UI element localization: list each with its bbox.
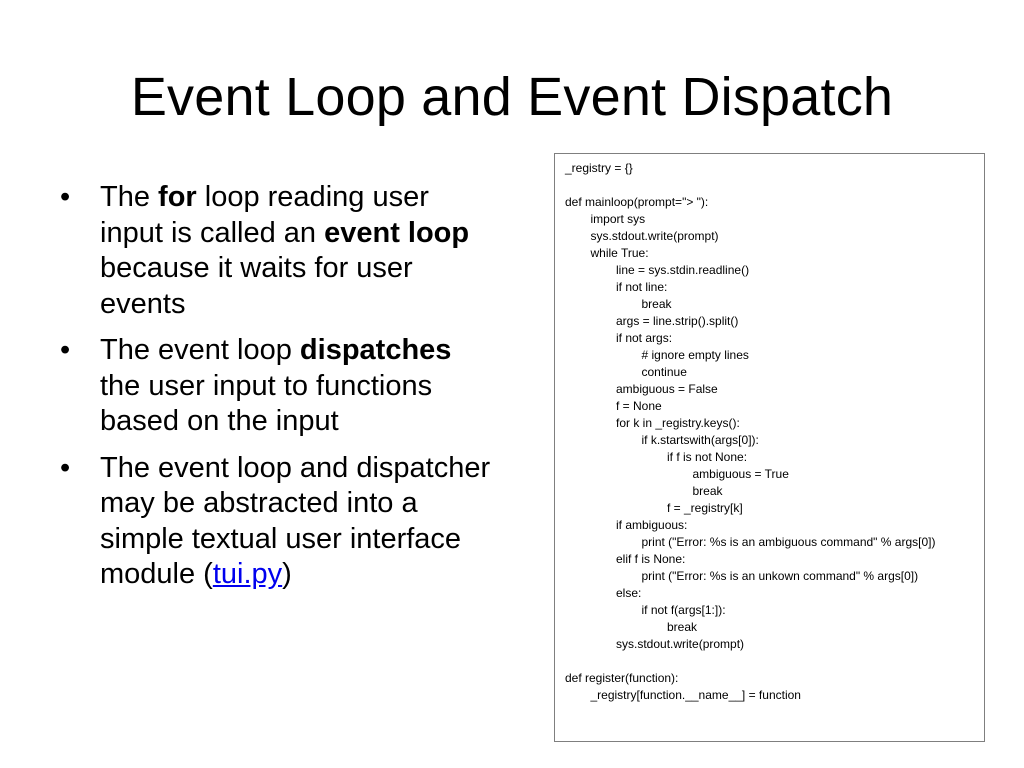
code-line: ambiguous = False bbox=[616, 382, 718, 396]
bullet-bold-text: dispatches bbox=[299, 334, 452, 366]
bullet-item bbox=[58, 451, 498, 593]
code-line: for k in _registry.keys(): bbox=[616, 416, 740, 430]
bullet-text: because it waits for user events bbox=[100, 252, 413, 320]
code-line: break bbox=[641, 297, 672, 311]
code-line: if f is not None: bbox=[667, 450, 748, 464]
bullet-dot-icon: • bbox=[60, 451, 71, 484]
tui-py-link[interactable]: tui.py bbox=[212, 558, 283, 590]
code-line: elif f is None: bbox=[616, 552, 686, 566]
code-line: _registry[function.__name__] = function bbox=[590, 688, 801, 702]
code-block bbox=[565, 160, 935, 704]
code-line: break bbox=[667, 620, 698, 634]
code-line: def mainloop(prompt="> "): bbox=[565, 195, 709, 209]
code-line: _registry = {} bbox=[565, 161, 633, 175]
code-line: print ("Error: %s is an ambiguous command" % args[0]) bbox=[641, 535, 936, 549]
code-line: f = None bbox=[616, 399, 662, 413]
bullet-dot-icon: • bbox=[60, 334, 71, 366]
code-line: if not f(args[1:]): bbox=[641, 603, 726, 617]
code-line: args = line.strip().split() bbox=[616, 314, 739, 328]
code-box bbox=[554, 153, 985, 742]
bullet-item bbox=[58, 333, 498, 440]
code-line: break bbox=[692, 484, 723, 498]
code-line: continue bbox=[641, 365, 687, 379]
code-line: def register(function): bbox=[565, 671, 679, 685]
slide-title: Event Loop and Event Dispatch bbox=[130, 67, 894, 127]
bullet-text: The bbox=[100, 181, 159, 213]
code-line: line = sys.stdin.readline() bbox=[616, 263, 750, 277]
bullet-text: loop reading user input is called an bbox=[100, 181, 429, 249]
code-line bbox=[565, 653, 935, 670]
bullet-text: The event loop bbox=[100, 334, 300, 366]
bullet-list bbox=[58, 180, 498, 604]
code-line: if not line: bbox=[616, 280, 668, 294]
bullet-item bbox=[58, 180, 498, 322]
code-line: while True: bbox=[590, 246, 649, 260]
bullet-dot-icon: • bbox=[60, 181, 71, 213]
code-line: if k.startswith(args[0]): bbox=[641, 433, 759, 447]
code-line: # ignore empty lines bbox=[641, 348, 749, 362]
code-line: sys.stdout.write(prompt) bbox=[616, 637, 745, 651]
bullet-text: The event loop and dispatcher may be abstracted into a simple textual user interface module ( bbox=[100, 451, 491, 590]
bullet-text: ) bbox=[282, 558, 292, 590]
bullet-bold-text: for bbox=[158, 181, 197, 213]
code-line: f = _registry[k] bbox=[667, 501, 743, 515]
code-line: print ("Error: %s is an unkown command" % args[0]) bbox=[641, 569, 919, 583]
code-line: sys.stdout.write(prompt) bbox=[590, 229, 719, 243]
bullet-text: the user input to functions based on the input bbox=[100, 369, 433, 437]
code-line: ambiguous = True bbox=[692, 467, 789, 481]
code-line: if not args: bbox=[616, 331, 673, 345]
code-line: else: bbox=[616, 586, 642, 600]
bullet-bold-text: event loop bbox=[324, 216, 470, 249]
code-line bbox=[565, 177, 935, 194]
code-line: if ambiguous: bbox=[616, 518, 688, 532]
code-line: import sys bbox=[590, 212, 646, 226]
